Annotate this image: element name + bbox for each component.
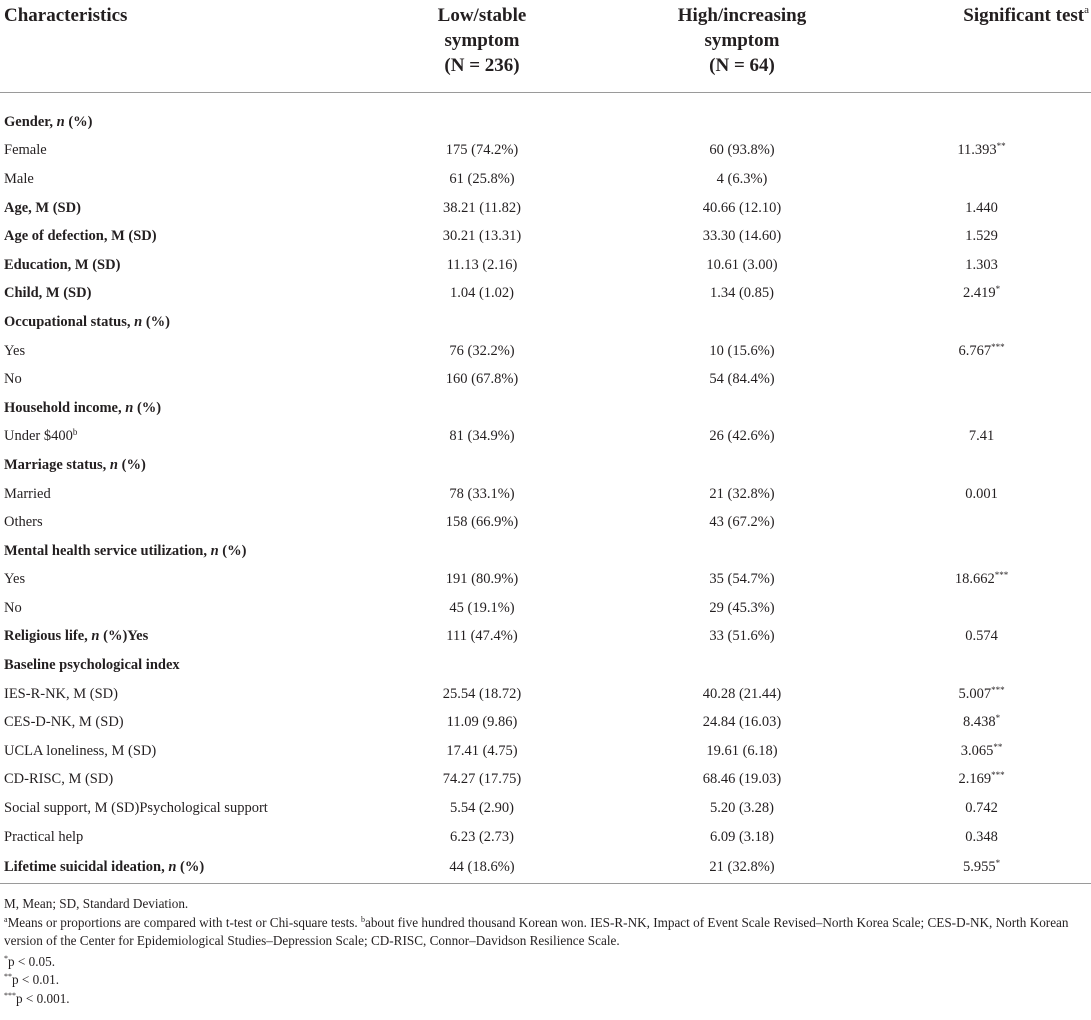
significance-value: 1.303 <box>965 256 998 273</box>
header-high-increasing-n: (N = 64) <box>709 55 775 76</box>
table-row <box>0 766 1091 795</box>
high-increasing-value: 33 (51.6%) <box>709 628 775 645</box>
low-stable-value <box>352 537 612 566</box>
significance-value <box>872 508 1091 537</box>
low-stable-value <box>352 451 612 480</box>
header-significant-test: Significant test$^a$ <box>872 0 1091 93</box>
row-label: Marriage status, n (%) <box>4 456 146 473</box>
row-label: CD-RISC, M (SD) <box>4 771 114 788</box>
high-increasing-value: 19.61 (6.18) <box>706 742 778 759</box>
table-row <box>0 851 1091 884</box>
table-row <box>0 680 1091 709</box>
low-stable-value: 191 (80.9%) <box>445 571 519 588</box>
low-stable-value: 17.41 (4.75) <box>446 742 518 759</box>
low-stable-value: 45 (19.1%) <box>449 599 515 616</box>
significance-value: 18.662*** <box>954 570 1009 588</box>
significance-value <box>872 365 1091 394</box>
low-stable-value: 111 (47.4%) <box>446 628 518 645</box>
low-stable-value <box>352 394 612 423</box>
significance-value: 7.41 <box>968 428 995 445</box>
low-stable-value: 160 (67.8%) <box>445 371 519 388</box>
table-row <box>0 794 1091 823</box>
high-increasing-value <box>612 651 872 680</box>
row-label: Education, M (SD) <box>4 256 121 273</box>
table-row <box>0 708 1091 737</box>
table-row <box>0 394 1091 423</box>
table-footnotes <box>0 884 1091 1008</box>
row-label: Female <box>4 142 47 159</box>
high-increasing-value <box>612 108 872 137</box>
significance-value: 0.574 <box>965 628 998 645</box>
row-label: Age, M (SD) <box>4 199 81 216</box>
low-stable-value <box>352 108 612 137</box>
row-label: No <box>4 599 22 616</box>
row-label: Others <box>4 514 43 531</box>
high-increasing-value: 35 (54.7%) <box>709 571 775 588</box>
high-increasing-value: 43 (67.2%) <box>709 514 775 531</box>
significance-note-1: *p < 0.05. <box>4 953 55 969</box>
significance-value: 8.438* <box>962 713 1001 731</box>
header-low-stable-n: (N = 236) <box>444 55 520 76</box>
table-header <box>0 0 1091 93</box>
high-increasing-value: 40.28 (21.44) <box>702 685 782 702</box>
high-increasing-value: 33.30 (14.60) <box>702 228 782 245</box>
low-stable-value: 44 (18.6%) <box>352 851 612 884</box>
table-row <box>0 222 1091 251</box>
row-label: Yes <box>4 571 26 588</box>
row-label: IES-R-NK, M (SD) <box>4 685 118 702</box>
significance-value: 11.393** <box>957 141 1006 159</box>
low-stable-value: 30.21 (13.31) <box>442 228 522 245</box>
row-label: UCLA loneliness, M (SD) <box>4 742 157 759</box>
table-row <box>0 508 1091 537</box>
low-stable-value: 78 (33.1%) <box>449 485 515 502</box>
table-row <box>0 480 1091 509</box>
row-label: Age of defection, M (SD) <box>4 228 157 245</box>
significance-value <box>872 651 1091 680</box>
low-stable-value: 81 (34.9%) <box>449 428 515 445</box>
table-row <box>0 194 1091 223</box>
footnote-a-b: $^a$Means or proportions are compared with t-test or Chi-square tests. $^b$about five hundred thousand Korean won. IES-R-NK, Impact of Event Scale Revised–North Korea Scale; CES-D-NK, North Korean version of the Center for Epidemiological Studies–Depression Scale; CD-RISC, Connor–Davidson Resilience Scale. <box>4 914 1069 949</box>
high-increasing-value <box>612 308 872 337</box>
table-row <box>0 308 1091 337</box>
row-label: Gender, n (%) <box>4 113 93 130</box>
significance-value <box>872 308 1091 337</box>
low-stable-value <box>352 308 612 337</box>
significance-value <box>872 451 1091 480</box>
high-increasing-value: 6.09 (3.18) <box>709 828 775 845</box>
low-stable-value: 38.21 (11.82) <box>443 199 521 216</box>
table-row <box>0 108 1091 137</box>
high-increasing-value: 10.61 (3.00) <box>706 256 778 273</box>
table-row <box>0 594 1091 623</box>
row-label: No <box>4 371 22 388</box>
significance-value <box>872 537 1091 566</box>
low-stable-value: 11.09 (9.86) <box>446 714 518 731</box>
significance-value: 6.767*** <box>958 341 1005 359</box>
low-stable-value: 6.23 (2.73) <box>449 828 515 845</box>
high-increasing-value: 54 (84.4%) <box>709 371 775 388</box>
table-row <box>0 537 1091 566</box>
row-label: Yes <box>4 342 26 359</box>
row-label: Lifetime suicidal ideation, n (%) <box>0 851 352 884</box>
table-row <box>0 280 1091 309</box>
low-stable-value: 175 (74.2%) <box>445 142 519 159</box>
row-label: Mental health service utilization, n (%) <box>4 542 247 559</box>
row-label: Religious life, n (%)Yes <box>4 628 149 645</box>
high-increasing-value: 5.20 (3.28) <box>709 800 775 817</box>
row-label: Practical help <box>4 828 84 845</box>
significance-value <box>872 594 1091 623</box>
high-increasing-value: 1.34 (0.85) <box>709 285 775 302</box>
table-row <box>0 823 1091 852</box>
table-row <box>0 365 1091 394</box>
header-characteristics: Characteristics <box>0 0 352 93</box>
row-label: Household income, n (%) <box>4 399 162 416</box>
high-increasing-value <box>612 394 872 423</box>
high-increasing-value: 21 (32.8%) <box>709 485 775 502</box>
significance-value: 0.348 <box>965 828 998 845</box>
abbrev-note: M, Mean; SD, Standard Deviation. <box>4 896 189 912</box>
significance-note-3: ***p < 0.001. <box>4 990 70 1006</box>
low-stable-value: 76 (32.2%) <box>449 342 515 359</box>
significance-note-2: **p < 0.01. <box>4 972 59 988</box>
high-increasing-value: 60 (93.8%) <box>709 142 775 159</box>
high-increasing-value: 40.66 (12.10) <box>702 199 782 216</box>
table-row <box>0 451 1091 480</box>
table-row <box>0 737 1091 766</box>
table-row <box>0 137 1091 166</box>
table-row <box>0 251 1091 280</box>
low-stable-value: 61 (25.8%) <box>449 170 515 187</box>
row-label: Occupational status, n (%) <box>4 313 170 330</box>
row-label: CES-D-NK, M (SD) <box>4 714 124 731</box>
row-label: Under $400$^b$ <box>4 427 78 445</box>
table-row <box>0 423 1091 452</box>
significance-value: 0.742 <box>965 800 998 817</box>
table-row <box>0 165 1091 194</box>
high-increasing-value: 29 (45.3%) <box>709 599 775 616</box>
high-increasing-value: 26 (42.6%) <box>709 428 775 445</box>
low-stable-value: 5.54 (2.90) <box>449 800 515 817</box>
significance-value: 2.419* <box>962 284 1001 302</box>
significance-value: 1.440 <box>965 199 998 216</box>
table-row <box>0 337 1091 366</box>
significance-value: 1.529 <box>965 228 998 245</box>
high-increasing-value: 4 (6.3%) <box>716 170 768 187</box>
low-stable-value: 11.13 (2.16) <box>446 256 518 273</box>
low-stable-value: 25.54 (18.72) <box>442 685 522 702</box>
table-body <box>0 93 1091 884</box>
row-label: Child, M (SD) <box>4 285 92 302</box>
significance-value: 5.007*** <box>958 684 1005 702</box>
low-stable-value: 74.27 (17.75) <box>442 771 522 788</box>
significance-value: 2.169*** <box>958 770 1005 788</box>
table-row <box>0 623 1091 652</box>
high-increasing-value: 24.84 (16.03) <box>702 714 782 731</box>
low-stable-value: 158 (66.9%) <box>445 514 519 531</box>
significance-value: 5.955* <box>872 851 1091 884</box>
table-row <box>0 651 1091 680</box>
header-high-increasing: High/increasing symptom (N = 64) <box>612 0 872 93</box>
row-label: Male <box>4 170 34 187</box>
significance-value <box>872 394 1091 423</box>
high-increasing-value: 21 (32.8%) <box>612 851 872 884</box>
high-increasing-value <box>612 537 872 566</box>
low-stable-value: 1.04 (1.02) <box>449 285 515 302</box>
significance-value: 3.065** <box>960 741 1003 759</box>
row-label: Social support, M (SD)Psychological support <box>4 800 268 817</box>
high-increasing-value <box>612 451 872 480</box>
row-label: Married <box>4 485 51 502</box>
high-increasing-value: 10 (15.6%) <box>709 342 775 359</box>
low-stable-value <box>352 651 612 680</box>
significance-value <box>872 108 1091 137</box>
significance-value <box>872 165 1091 194</box>
high-increasing-value: 68.46 (19.03) <box>702 771 782 788</box>
header-low-stable: Low/stable symptom (N = 236) <box>352 0 612 93</box>
row-label: Baseline psychological index <box>4 657 180 674</box>
table-row <box>0 566 1091 595</box>
significance-value: 0.001 <box>965 485 998 502</box>
